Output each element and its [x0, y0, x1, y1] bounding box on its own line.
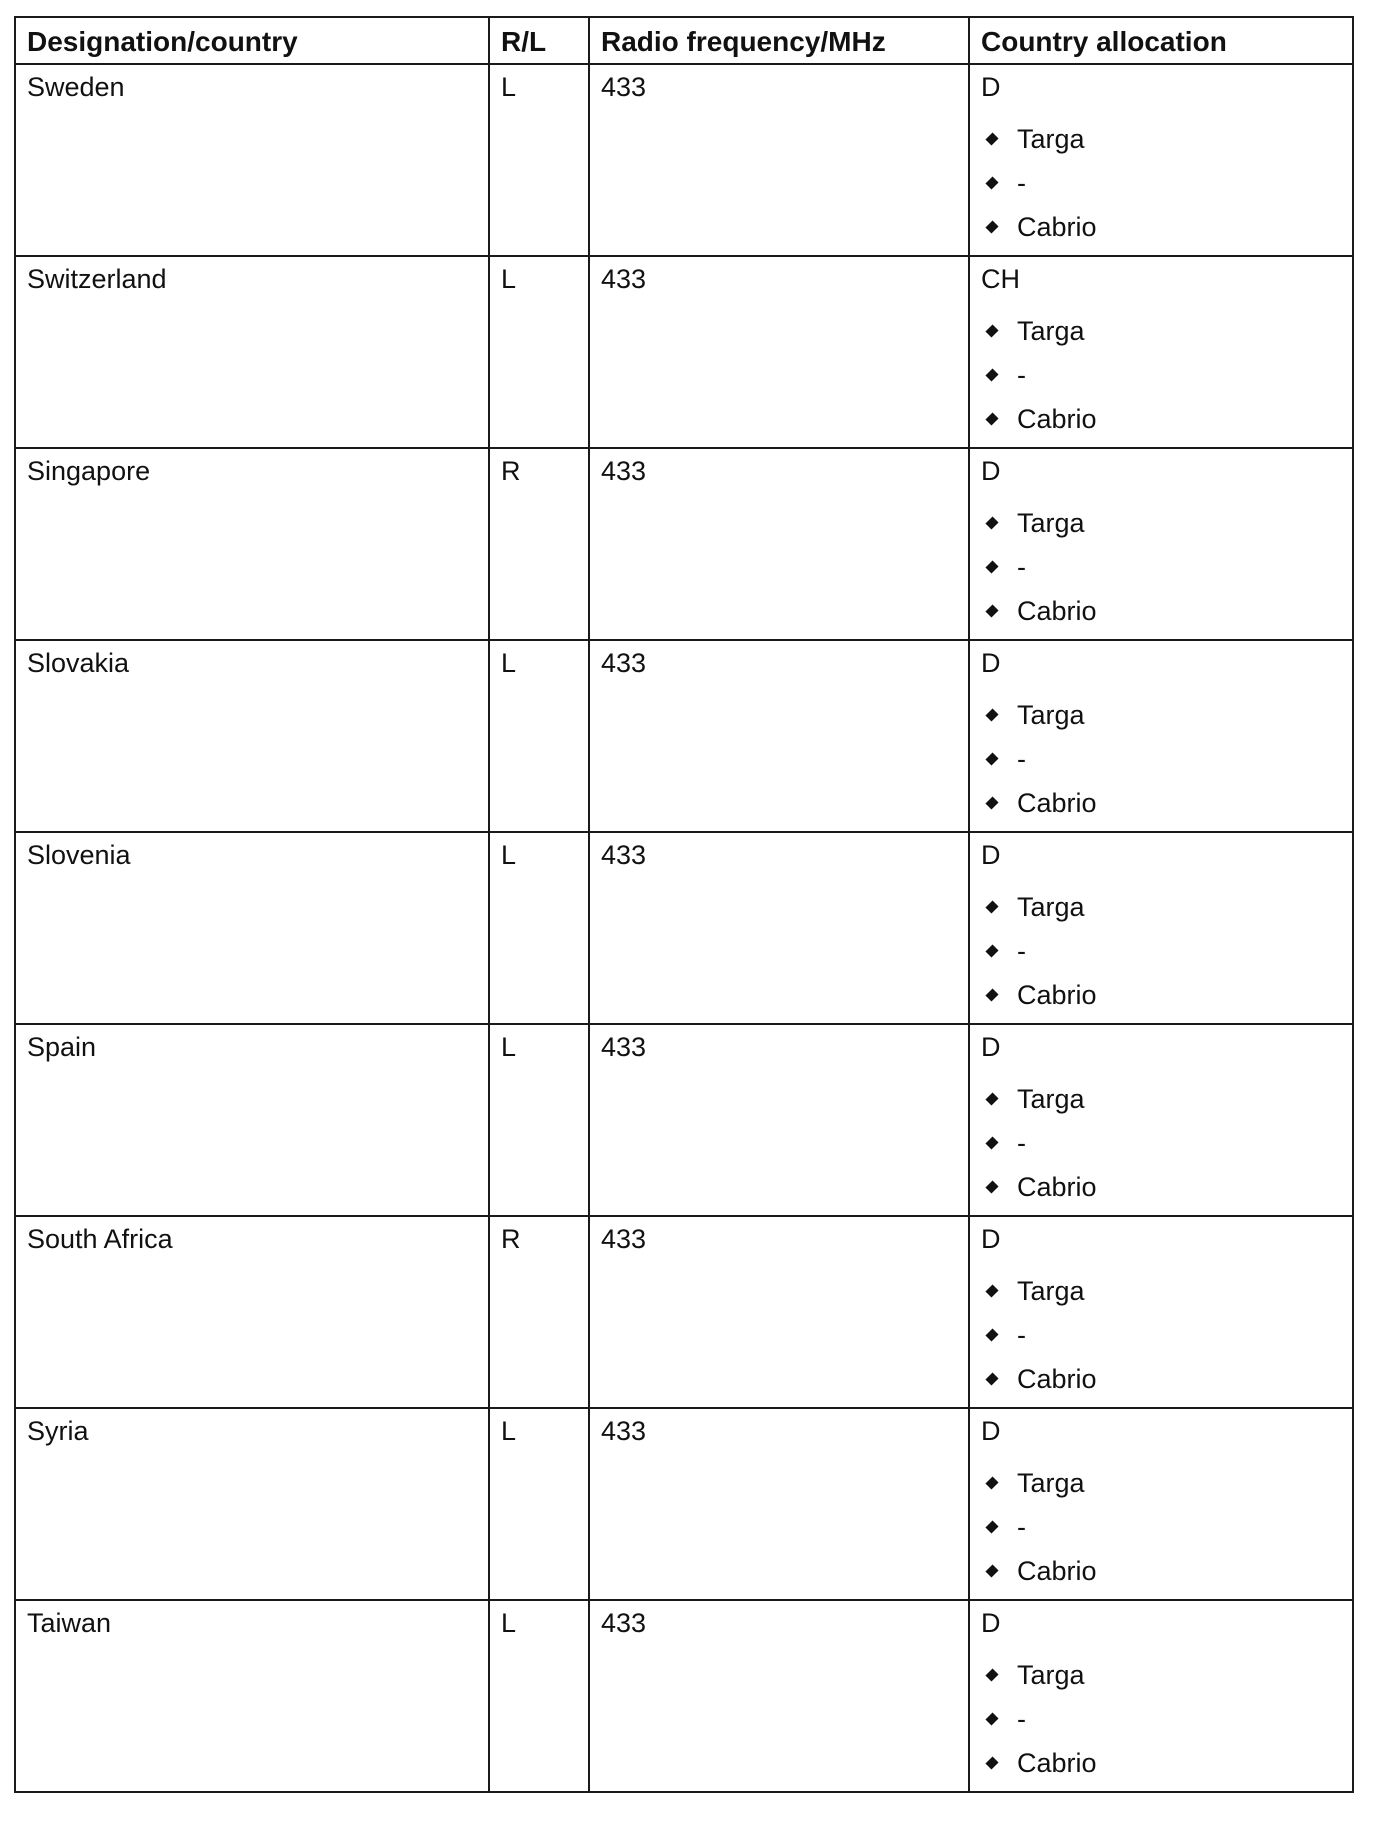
table-row [15, 1408, 1353, 1600]
cell-country: Spain [15, 1024, 489, 1216]
diamond-bullet-icon [985, 516, 998, 529]
cell-rl: L [489, 64, 589, 256]
variant-label: Cabrio [1017, 1556, 1097, 1586]
variant-list-item [981, 929, 1341, 973]
variant-list-item [981, 117, 1341, 161]
diamond-bullet-icon [985, 132, 998, 145]
variant-list-item [981, 309, 1341, 353]
variant-label: - [1017, 1128, 1026, 1158]
cell-country-allocation [969, 1024, 1353, 1216]
variant-label: Targa [1017, 508, 1085, 538]
variant-label: Cabrio [1017, 1172, 1097, 1202]
diamond-bullet-icon [985, 1564, 998, 1577]
diamond-bullet-icon [985, 988, 998, 1001]
cell-rl: L [489, 1600, 589, 1792]
variant-label: - [1017, 1512, 1026, 1542]
diamond-bullet-icon [985, 752, 998, 765]
cell-radio-frequency: 433 [589, 832, 969, 1024]
table-row [15, 832, 1353, 1024]
diamond-bullet-icon [985, 220, 998, 233]
variant-label: - [1017, 1320, 1026, 1350]
diamond-bullet-icon [985, 1668, 998, 1681]
cell-country-allocation [969, 1600, 1353, 1792]
diamond-bullet-icon [985, 796, 998, 809]
variant-label: Targa [1017, 700, 1085, 730]
allocation-code: CH [981, 264, 1020, 294]
diamond-bullet-icon [985, 412, 998, 425]
table-row [15, 64, 1353, 256]
cell-rl: L [489, 1408, 589, 1600]
cell-country-allocation [969, 64, 1353, 256]
variant-list-item [981, 1357, 1341, 1401]
variant-list-item [981, 161, 1341, 205]
variant-label: Targa [1017, 124, 1085, 154]
header-radio-frequency: Radio frequency/MHz [589, 17, 969, 64]
variant-label: Cabrio [1017, 212, 1097, 242]
diamond-bullet-icon [985, 1476, 998, 1489]
variant-label: - [1017, 1704, 1026, 1734]
table-row [15, 448, 1353, 640]
cell-radio-frequency: 433 [589, 1408, 969, 1600]
variant-list [981, 1269, 1341, 1401]
diamond-bullet-icon [985, 176, 998, 189]
diamond-bullet-icon [985, 1092, 998, 1105]
cell-country: Switzerland [15, 256, 489, 448]
cell-rl: R [489, 1216, 589, 1408]
variant-label: Cabrio [1017, 788, 1097, 818]
cell-radio-frequency: 433 [589, 256, 969, 448]
variant-list-item [981, 1121, 1341, 1165]
diamond-bullet-icon [985, 708, 998, 721]
diamond-bullet-icon [985, 1284, 998, 1297]
variant-label: - [1017, 744, 1026, 774]
variant-list-item [981, 1741, 1341, 1785]
variant-label: Targa [1017, 1660, 1085, 1690]
variant-list-item [981, 1505, 1341, 1549]
variant-label: Cabrio [1017, 404, 1097, 434]
variant-label: Cabrio [1017, 596, 1097, 626]
table-row [15, 256, 1353, 448]
cell-country: South Africa [15, 1216, 489, 1408]
diamond-bullet-icon [985, 560, 998, 573]
cell-rl: L [489, 640, 589, 832]
allocation-code: D [981, 456, 1001, 486]
variant-list [981, 693, 1341, 825]
variant-label: Targa [1017, 316, 1085, 346]
allocation-code: D [981, 1416, 1001, 1446]
diamond-bullet-icon [985, 1756, 998, 1769]
cell-rl: R [489, 448, 589, 640]
variant-list [981, 1077, 1341, 1209]
variant-label: Targa [1017, 1468, 1085, 1498]
table-body [15, 64, 1353, 1792]
variant-list-item [981, 1269, 1341, 1313]
cell-country: Slovenia [15, 832, 489, 1024]
diamond-bullet-icon [985, 1328, 998, 1341]
variant-list-item [981, 1653, 1341, 1697]
variant-label: - [1017, 360, 1026, 390]
variant-label: Cabrio [1017, 1748, 1097, 1778]
header-designation-country: Designation/country [15, 17, 489, 64]
variant-list-item [981, 1697, 1341, 1741]
variant-label: Targa [1017, 1084, 1085, 1114]
cell-rl: L [489, 832, 589, 1024]
variant-list-item [981, 397, 1341, 441]
table-row [15, 640, 1353, 832]
cell-country-allocation [969, 256, 1353, 448]
variant-list [981, 1461, 1341, 1593]
variant-list-item [981, 1313, 1341, 1357]
diamond-bullet-icon [985, 1180, 998, 1193]
cell-country-allocation [969, 832, 1353, 1024]
variant-label: Cabrio [1017, 1364, 1097, 1394]
allocation-code: D [981, 1032, 1001, 1062]
cell-country: Taiwan [15, 1600, 489, 1792]
variant-list-item [981, 353, 1341, 397]
cell-radio-frequency: 433 [589, 64, 969, 256]
cell-rl: L [489, 1024, 589, 1216]
allocation-code: D [981, 1224, 1001, 1254]
variant-list-item [981, 885, 1341, 929]
table-row [15, 1600, 1353, 1792]
cell-radio-frequency: 433 [589, 1600, 969, 1792]
diamond-bullet-icon [985, 1136, 998, 1149]
variant-list-item [981, 589, 1341, 633]
variant-list-item [981, 781, 1341, 825]
variant-list-item [981, 545, 1341, 589]
cell-radio-frequency: 433 [589, 1216, 969, 1408]
variant-list-item [981, 1461, 1341, 1505]
variant-list-item [981, 1077, 1341, 1121]
header-rl: R/L [489, 17, 589, 64]
cell-rl: L [489, 256, 589, 448]
allocation-code: D [981, 648, 1001, 678]
diamond-bullet-icon [985, 900, 998, 913]
variant-list [981, 1653, 1341, 1785]
cell-radio-frequency: 433 [589, 1024, 969, 1216]
variant-label: Cabrio [1017, 980, 1097, 1010]
variant-label: - [1017, 936, 1026, 966]
variant-list [981, 501, 1341, 633]
variant-list-item [981, 501, 1341, 545]
cell-country-allocation [969, 1408, 1353, 1600]
variant-list [981, 885, 1341, 1017]
variant-label: Targa [1017, 892, 1085, 922]
allocation-code: D [981, 72, 1001, 102]
allocation-code: D [981, 840, 1001, 870]
variant-list-item [981, 737, 1341, 781]
diamond-bullet-icon [985, 1712, 998, 1725]
cell-country-allocation [969, 1216, 1353, 1408]
variant-list-item [981, 1549, 1341, 1593]
diamond-bullet-icon [985, 324, 998, 337]
variant-label: Targa [1017, 1276, 1085, 1306]
cell-radio-frequency: 433 [589, 640, 969, 832]
table-row [15, 1024, 1353, 1216]
variant-label: - [1017, 168, 1026, 198]
allocation-code: D [981, 1608, 1001, 1638]
variant-list [981, 309, 1341, 441]
variant-label: - [1017, 552, 1026, 582]
diamond-bullet-icon [985, 944, 998, 957]
cell-country: Sweden [15, 64, 489, 256]
cell-radio-frequency: 433 [589, 448, 969, 640]
diamond-bullet-icon [985, 368, 998, 381]
country-allocation-table [14, 16, 1354, 1793]
diamond-bullet-icon [985, 1372, 998, 1385]
cell-country: Singapore [15, 448, 489, 640]
table-header-row [15, 17, 1353, 64]
variant-list-item [981, 973, 1341, 1017]
cell-country: Slovakia [15, 640, 489, 832]
table-row [15, 1216, 1353, 1408]
variant-list-item [981, 205, 1341, 249]
variant-list-item [981, 693, 1341, 737]
cell-country-allocation [969, 640, 1353, 832]
diamond-bullet-icon [985, 1520, 998, 1533]
header-country-allocation: Country allocation [969, 17, 1353, 64]
variant-list-item [981, 1165, 1341, 1209]
cell-country: Syria [15, 1408, 489, 1600]
diamond-bullet-icon [985, 604, 998, 617]
variant-list [981, 117, 1341, 249]
cell-country-allocation [969, 448, 1353, 640]
document-page [14, 16, 1352, 1793]
